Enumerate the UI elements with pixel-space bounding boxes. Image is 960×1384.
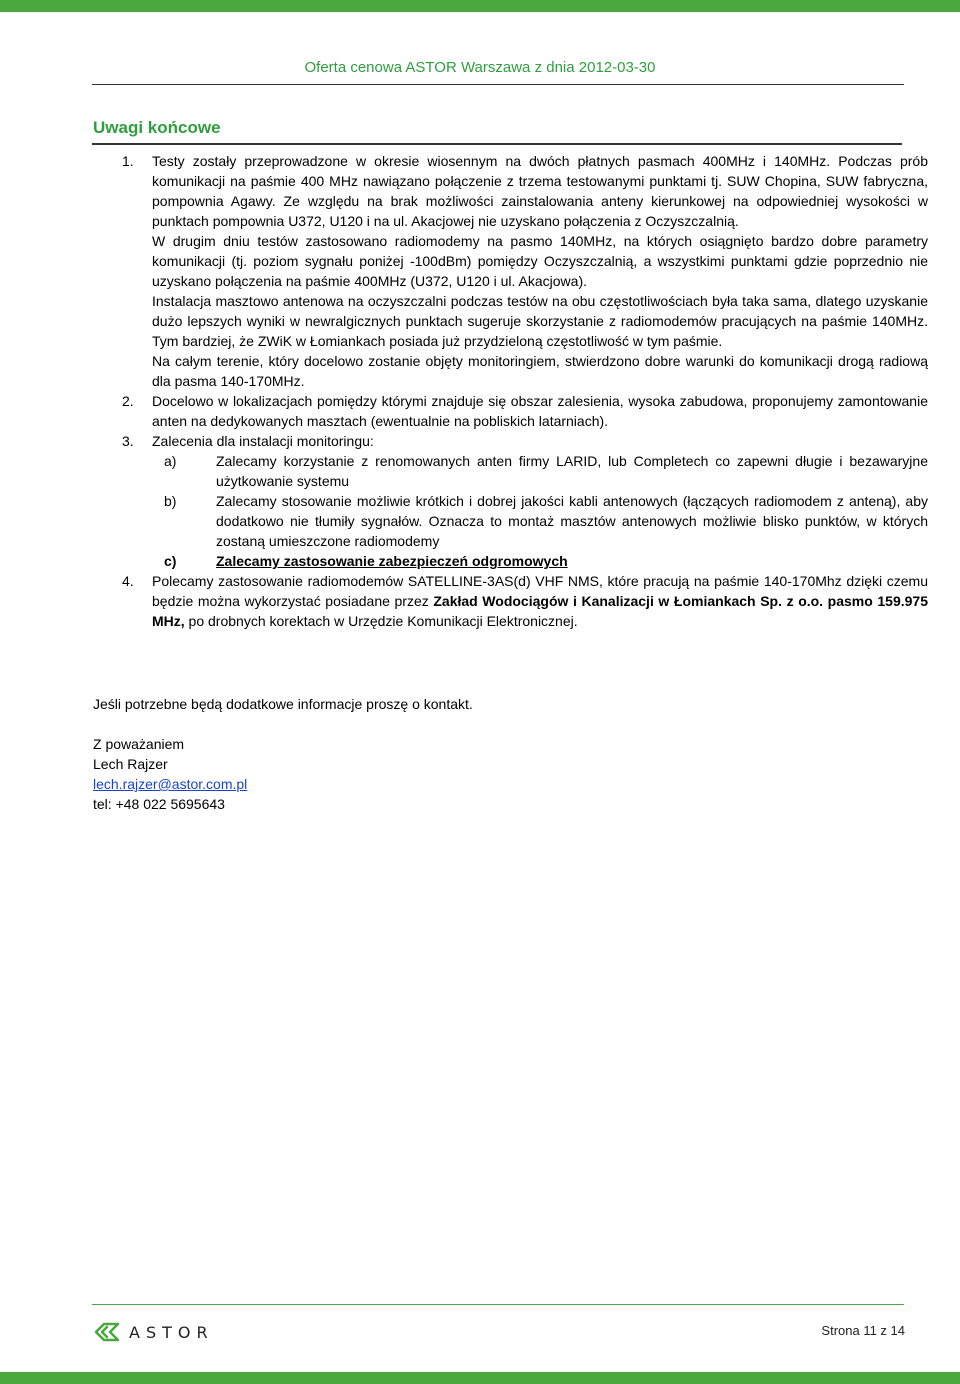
paragraph: Docelowo w lokalizacjach pomiędzy którymi znajduje się obszar zalesienia, wysoka zabudowa, proponujemy zamontowanie anten na dedykowanych masztach (ewentualnie na pobliskich latarniach). bbox=[152, 393, 928, 429]
paragraph: Testy zostały przeprowadzone w okresie wiosennym na dwóch płatnych pasmach 400MHz i 140MHz. Podczas prób komunikacji na paśmie 400 MHz nawiązano połączenie z trzema testowanymi punktami tj. SUW Chopina, SUW fabryczna, pompownia Agawy. Ze względu na brak możliwości zainstalowania anteny kierunkowej na odpowiedniej wysokości w punktach pompownia U372, U120 i na ul. Akacjowej nie uzyskano połączenia z Oczyszczalnią. bbox=[152, 153, 928, 229]
sub-item-b bbox=[92, 491, 928, 551]
sub-letter: b) bbox=[164, 493, 177, 509]
logo-wordmark: ASTOR bbox=[129, 1322, 214, 1342]
contact-info-line: Jeśli potrzebne będą dodatkowe informacje proszę o kontakt. bbox=[93, 696, 473, 712]
list-number: 4. bbox=[122, 573, 134, 589]
text-segment: Polecamy zastosowanie radiomodemów SATELLINE-3AS(d) VHF NMS, które pracują na paśmie 140-170Mhz dzięki czemu będzie można wykorzystać posiadane przez bbox=[152, 573, 928, 609]
sub-paragraph: Zalecamy korzystanie z renomowanych anten firmy LARID, lub Completech co zapewni długie i bezawaryjne użytkowanie systemu bbox=[216, 453, 928, 489]
section-title: Uwagi końcowe bbox=[93, 118, 221, 137]
phone-line: tel: +48 022 5695643 bbox=[93, 796, 225, 812]
sub-item-c bbox=[92, 551, 928, 571]
section-divider bbox=[92, 143, 902, 145]
paragraph: Zalecenia dla instalacji monitoringu: bbox=[152, 433, 374, 449]
remarks-list bbox=[92, 151, 928, 631]
sub-letter: c) bbox=[164, 553, 177, 569]
list-item-1 bbox=[92, 151, 928, 391]
list-number: 1. bbox=[122, 153, 134, 169]
header-divider bbox=[92, 84, 904, 85]
closing-block bbox=[93, 694, 473, 814]
paragraph: Instalacja masztowo antenowa na oczyszczalni podczas testów na obu częstotliwościach była taka sama, dlatego uzyskanie dużo lepszych wyniki w newralgicznych punktach sugeruje skorzystanie z radiomodemów pracujących na paśmie 140MHz. Tym bardziej, że ZWiK w Łomiankach posiada już przydzieloną częstotliwość w tym paśmie. bbox=[152, 293, 928, 349]
list-item-2 bbox=[92, 391, 928, 431]
paragraph bbox=[152, 571, 928, 631]
bold-segment: Zakład Wodociągów i Kanalizacji w Łomiankach Sp. z o.o. pasmo 159.975 MHz, bbox=[152, 593, 928, 629]
sub-paragraph bbox=[216, 551, 928, 571]
email-link[interactable]: lech.rajzer@astor.com.pl bbox=[93, 776, 248, 792]
sub-item-a bbox=[92, 451, 928, 491]
underlined-recommendation: Zalecamy zastosowanie zabezpieczeń odgromowych bbox=[216, 553, 568, 569]
document-header-title: Oferta cenowa ASTOR Warszawa z dnia 2012-03-30 bbox=[304, 59, 656, 76]
regards-line: Z poważaniem bbox=[93, 736, 185, 752]
bottom-green-bar bbox=[0, 1372, 960, 1384]
top-green-bar bbox=[0, 0, 960, 12]
sub-paragraph: Zalecamy stosowanie możliwie krótkich i dobrej jakości kabli antenowych (łączących radiomodem z anteną), aby dodatkowo nie tłumiły sygnałów. Oznacza to montaż masztów antenowych możliwie blisko punktów, w których zostaną umieszczone radiomodemy bbox=[216, 493, 928, 549]
paragraph: W drugim dniu testów zastosowano radiomodemy na pasmo 140MHz, na których osiągnięto bardzo dobre parametry komunikacji (tj. poziom sygnału poniżej -100dBm) pomiędzy Oczyszczalnią, a wszystkimi punktami gdzie poprzednio nie uzyskano połączenia na paśmie 400MHz (U372, U120 i ul. Akacjowa). bbox=[152, 233, 928, 289]
text-segment: po drobnych korektach w Urzędzie Komunikacji Elektronicznej. bbox=[184, 613, 578, 629]
sub-letter: a) bbox=[164, 453, 177, 469]
list-item-3 bbox=[92, 431, 928, 451]
page-number: Strona 11 z 14 bbox=[821, 1323, 905, 1338]
astor-logo-icon bbox=[93, 1321, 121, 1343]
list-item-4 bbox=[92, 571, 928, 631]
list-number: 3. bbox=[122, 433, 134, 449]
astor-logo bbox=[93, 1320, 214, 1344]
list-number: 2. bbox=[122, 393, 134, 409]
paragraph: Na całym terenie, który docelowo zostanie objęty monitoringiem, stwierdzono dobre warunki do komunikacji drogą radiową dla pasma 140-170MHz. bbox=[152, 353, 928, 389]
footer-divider bbox=[92, 1304, 904, 1305]
spacer bbox=[93, 714, 473, 734]
signature-name: Lech Rajzer bbox=[93, 756, 168, 772]
